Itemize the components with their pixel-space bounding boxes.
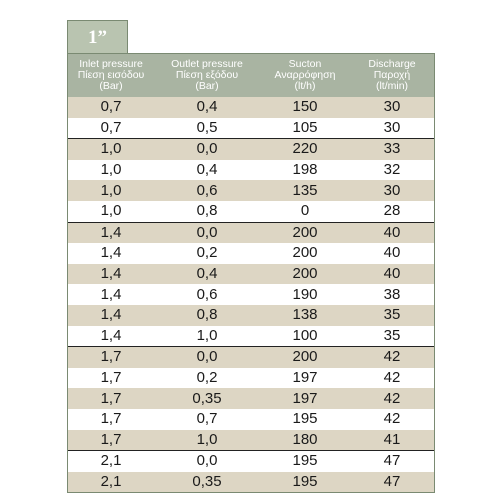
- table-row: [68, 138, 434, 160]
- cell-outlet: 0,4: [196, 161, 218, 179]
- cell-suction: 200: [292, 223, 318, 241]
- performance-table: [67, 53, 435, 493]
- header-outlet-unit: (Bar): [195, 80, 219, 92]
- cell-suction: 150: [292, 98, 318, 116]
- table-row: [68, 430, 434, 451]
- cell-suction: 200: [292, 265, 318, 283]
- cell-discharge: 35: [383, 306, 401, 324]
- header-discharge: [350, 54, 434, 97]
- cell-outlet: 0,6: [196, 181, 218, 199]
- cell-suction: 138: [292, 306, 318, 324]
- cell-inlet: 1,7: [100, 430, 122, 448]
- cell-suction: 198: [292, 161, 318, 179]
- cell-inlet: 0,7: [100, 118, 122, 136]
- table-row: [68, 450, 434, 472]
- cell-outlet: 0,8: [196, 306, 218, 324]
- cell-discharge: 35: [383, 326, 401, 344]
- cell-outlet: 0,8: [196, 202, 218, 220]
- cell-discharge: 47: [383, 472, 401, 490]
- cell-outlet: 0,0: [196, 140, 218, 158]
- cell-inlet: 1,7: [100, 389, 122, 407]
- cell-discharge: 33: [383, 140, 401, 158]
- cell-suction: 197: [292, 389, 318, 407]
- cell-inlet: 1,0: [100, 181, 122, 199]
- cell-suction: 220: [292, 140, 318, 158]
- cell-suction: 190: [292, 285, 318, 303]
- header-suction-en: Sucton: [288, 58, 322, 70]
- table-row: [68, 284, 434, 305]
- table-row: [68, 222, 434, 244]
- cell-suction: 200: [292, 348, 318, 366]
- cell-suction: 195: [292, 452, 318, 470]
- cell-suction: 135: [292, 181, 318, 199]
- cell-outlet: 0,5: [196, 118, 218, 136]
- table-row: [68, 180, 434, 201]
- cell-suction: 100: [292, 326, 318, 344]
- cell-discharge: 28: [383, 202, 401, 220]
- cell-outlet: 0,0: [196, 223, 218, 241]
- cell-inlet: 1,4: [100, 326, 122, 344]
- header-suction-gr: Αναρρόφηση: [274, 69, 336, 81]
- size-tab: 1”: [67, 20, 128, 54]
- header-suction-unit: (lt/h): [294, 80, 316, 92]
- cell-outlet: 0,4: [196, 98, 218, 116]
- cell-outlet: 0,2: [196, 369, 218, 387]
- cell-suction: 0: [300, 202, 310, 220]
- cell-inlet: 0,7: [100, 98, 122, 116]
- table-row: [68, 305, 434, 326]
- cell-outlet: 0,35: [192, 389, 222, 407]
- header-inlet-unit: (Bar): [99, 80, 123, 92]
- table-row: [68, 118, 434, 139]
- cell-outlet: 0,35: [192, 472, 222, 490]
- cell-suction: 180: [292, 430, 318, 448]
- cell-discharge: 42: [383, 410, 401, 428]
- header-inlet-pressure: [68, 54, 154, 97]
- table-row: [68, 472, 434, 493]
- cell-discharge: 32: [383, 161, 401, 179]
- cell-discharge: 42: [383, 389, 401, 407]
- table-row: [68, 388, 434, 409]
- cell-inlet: 1,4: [100, 244, 122, 262]
- table-row: [68, 97, 434, 118]
- cell-inlet: 1,0: [100, 161, 122, 179]
- cell-discharge: 30: [383, 98, 401, 116]
- table-header: [68, 53, 434, 97]
- cell-inlet: 1,7: [100, 369, 122, 387]
- cell-outlet: 0,6: [196, 285, 218, 303]
- cell-suction: 105: [292, 118, 318, 136]
- cell-outlet: 1,0: [196, 430, 218, 448]
- cell-discharge: 40: [383, 265, 401, 283]
- cell-discharge: 40: [383, 223, 401, 241]
- table-row: [68, 326, 434, 347]
- cell-discharge: 47: [383, 452, 401, 470]
- header-inlet-gr: Πίεση εισόδου: [77, 69, 145, 81]
- table-row: [68, 346, 434, 368]
- header-outlet-en: Outlet pressure: [171, 58, 243, 70]
- cell-inlet: 1,4: [100, 223, 122, 241]
- header-outlet-pressure: [154, 54, 260, 97]
- cell-outlet: 0,0: [196, 452, 218, 470]
- cell-discharge: 42: [383, 348, 401, 366]
- cell-outlet: 0,2: [196, 244, 218, 262]
- cell-outlet: 0,4: [196, 265, 218, 283]
- cell-discharge: 41: [383, 430, 401, 448]
- cell-inlet: 1,0: [100, 202, 122, 220]
- cell-discharge: 42: [383, 369, 401, 387]
- header-suction: [260, 54, 350, 97]
- cell-inlet: 1,4: [100, 285, 122, 303]
- header-discharge-en: Discharge: [368, 58, 416, 70]
- header-discharge-unit: (lt/min): [375, 80, 409, 92]
- header-outlet-gr: Πίεση εξόδου: [175, 69, 239, 81]
- table-row: [68, 160, 434, 181]
- cell-suction: 200: [292, 244, 318, 262]
- cell-discharge: 30: [383, 181, 401, 199]
- cell-suction: 195: [292, 410, 318, 428]
- cell-suction: 195: [292, 472, 318, 490]
- cell-discharge: 30: [383, 118, 401, 136]
- table-row: [68, 243, 434, 264]
- cell-outlet: 0,0: [196, 348, 218, 366]
- cell-outlet: 0,7: [196, 410, 218, 428]
- table-row: [68, 368, 434, 389]
- table-row: [68, 201, 434, 222]
- table-row: [68, 264, 434, 285]
- cell-inlet: 1,7: [100, 348, 122, 366]
- cell-discharge: 38: [383, 285, 401, 303]
- cell-inlet: 1,0: [100, 140, 122, 158]
- header-discharge-gr: Παροχή: [373, 69, 411, 81]
- cell-suction: 197: [292, 369, 318, 387]
- header-inlet-en: Inlet pressure: [79, 58, 143, 70]
- cell-inlet: 1,4: [100, 306, 122, 324]
- cell-outlet: 1,0: [196, 326, 218, 344]
- cell-inlet: 1,4: [100, 265, 122, 283]
- cell-inlet: 1,7: [100, 410, 122, 428]
- cell-inlet: 2,1: [100, 472, 122, 490]
- cell-discharge: 40: [383, 244, 401, 262]
- cell-inlet: 2,1: [100, 452, 122, 470]
- table-row: [68, 409, 434, 430]
